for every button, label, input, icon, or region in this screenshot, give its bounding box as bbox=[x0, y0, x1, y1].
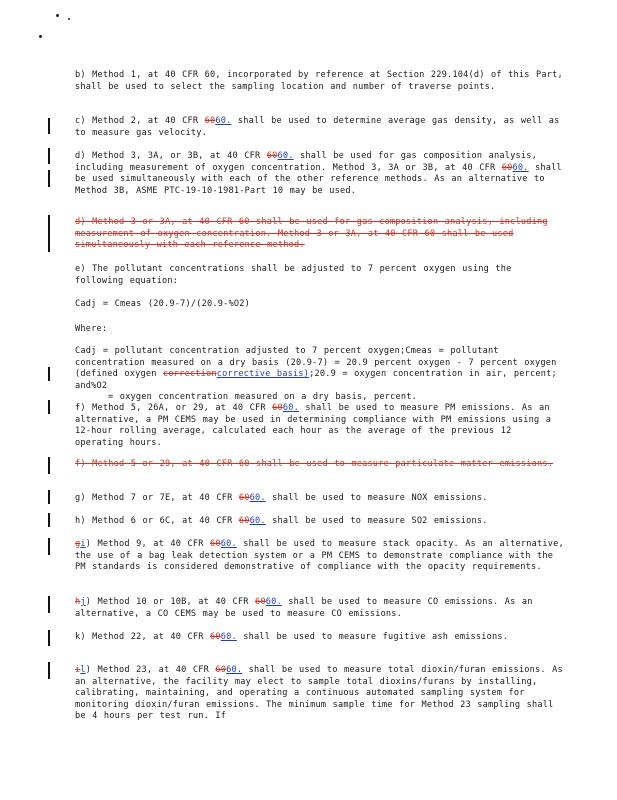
inserted-text: 60. bbox=[249, 516, 266, 526]
inserted-text: 60. bbox=[215, 116, 232, 126]
change-bar bbox=[48, 457, 50, 474]
paragraph-text: shall be used to measure SO2 emissions. bbox=[265, 516, 488, 526]
change-bar bbox=[48, 662, 50, 679]
paragraph-h bbox=[75, 516, 565, 528]
inserted-text: 60. bbox=[277, 151, 294, 161]
inserted-text: corrective basis) bbox=[216, 369, 310, 380]
paragraph-f bbox=[75, 403, 565, 449]
change-bar bbox=[48, 215, 50, 252]
paragraph-text: shall be used to measure fugitive ash emissions. bbox=[236, 632, 509, 642]
equation: Cadj = Cmeas (20.9-7)/(20.9-%O2) bbox=[75, 299, 250, 309]
change-bar bbox=[48, 400, 50, 414]
scan-speck bbox=[56, 14, 59, 17]
paragraph-text: shall be used simultaneously with each of the other reference methods. As an alternative to Method 3B, ASME PTC-19-10-1981-Part 10 may be used. bbox=[75, 162, 562, 196]
paragraph-text: k) Method 22, at 40 CFR bbox=[75, 632, 210, 642]
change-bar bbox=[48, 367, 50, 381]
deleted-text: correction bbox=[162, 369, 217, 380]
scan-speck bbox=[68, 18, 70, 20]
deleted-text: h bbox=[75, 597, 81, 607]
deleted-text: 60 bbox=[204, 116, 216, 126]
inserted-text: 60. bbox=[265, 597, 282, 607]
change-bar bbox=[48, 148, 50, 164]
change-bar bbox=[48, 490, 50, 504]
deleted-text: 60 bbox=[254, 597, 266, 607]
paragraph-d-deleted: d) Method 3 or 3A, at 40 CFR 60 shall be used for gas composition analysis, including measurement of oxygen concentration. Method 3 or 3A, at 40 CFR 60 shall be used simultaneously with each reference method. bbox=[75, 217, 548, 251]
paragraph-d bbox=[75, 151, 565, 197]
inserted-text: j bbox=[80, 597, 86, 607]
deleted-text: g bbox=[75, 539, 81, 549]
paragraph-c bbox=[75, 116, 565, 139]
scan-speck bbox=[39, 35, 42, 38]
change-bar bbox=[48, 513, 50, 527]
deleted-text: 60 bbox=[209, 632, 221, 642]
paragraph-j bbox=[75, 597, 565, 620]
change-bar bbox=[48, 630, 50, 646]
paragraph-text: h) Method 6 or 6C, at 40 CFR bbox=[75, 516, 239, 526]
inserted-text: 60. bbox=[226, 665, 243, 675]
change-bar bbox=[48, 596, 50, 613]
paragraph-text: shall be used to measure total dioxin/furan emissions. As an alternative, the facility may elect to sample total dioxins/furans by installing, calibrating, maintaining, and operating a continuous automated sampling system for monitoring dioxin/furan emissions. The minimum sample time for Method 23 sampling shall be 4 hours per test run. If bbox=[75, 665, 563, 722]
deleted-text: 60 bbox=[272, 403, 283, 413]
variable-definition-o2: = oxygen concentration measured on a dry basis, percent. bbox=[108, 392, 417, 402]
deleted-text: 60 bbox=[238, 493, 250, 503]
inserted-text: 60. bbox=[282, 403, 299, 413]
paragraph-text: ) Method 23, at 40 CFR bbox=[85, 665, 216, 675]
paragraph-text: c) Method 2, at 40 CFR bbox=[75, 116, 205, 126]
paragraph-text: shall be used to measure CO emissions. As an alternative, a CO CEMS may be used to measure CO emissions. bbox=[75, 597, 533, 619]
paragraph-text: f) Method 5, 26A, or 29, at 40 CFR bbox=[75, 403, 273, 413]
paragraph-k bbox=[75, 632, 565, 644]
deleted-text: 60 bbox=[209, 539, 221, 549]
paragraph-f-deleted: f) Method 5 or 29, at 40 CFR 60 shall be used to measure particulate matter emissions. bbox=[75, 459, 554, 469]
paragraph-l bbox=[75, 665, 565, 723]
paragraph-text: shall be used to measure PM emissions. As an alternative, a PM CEMS may be used in determining compliance with PM emissions using a 12-hour rolling average, calculated each hour as the average of the previous 12 operating hours. bbox=[75, 403, 552, 448]
inserted-text: l bbox=[80, 665, 86, 675]
deleted-text: 60 bbox=[215, 665, 227, 675]
paragraph-text: d) Method 3, 3A, or 3B, at 40 CFR bbox=[75, 151, 267, 161]
deleted-text: 60 bbox=[266, 151, 278, 161]
paragraph-text: shall be used to measure stack opacity. As an alternative, the use of a bag leak detection system or a PM CEMS to demonstrate compliance with the PM standards is considered demonstrative of compliance with the opacity requirements. bbox=[75, 539, 564, 573]
paragraph-text: shall be used to determine average gas density, as well as to measure gas velocity. bbox=[75, 116, 560, 138]
inserted-text: 60. bbox=[512, 162, 529, 173]
paragraph-text: g) Method 7 or 7E, at 40 CFR bbox=[75, 493, 239, 503]
deleted-text: 60 bbox=[501, 162, 513, 173]
variable-definitions bbox=[75, 346, 565, 392]
paragraph-text: ) Method 10 or 10B, at 40 CFR bbox=[85, 597, 255, 607]
change-bar bbox=[48, 118, 50, 134]
paragraph-i bbox=[75, 539, 565, 574]
change-bar bbox=[48, 538, 50, 555]
deleted-text: 60 bbox=[238, 516, 250, 526]
inserted-text: i bbox=[80, 539, 86, 549]
inserted-text: 60. bbox=[249, 493, 266, 503]
deleted-text: i bbox=[75, 665, 81, 675]
paragraph-g bbox=[75, 493, 565, 505]
paragraph-text: ;20.9 = oxygen concentration in air, percent; and%O2 bbox=[75, 369, 557, 391]
inserted-text: 60. bbox=[220, 539, 237, 549]
change-bar bbox=[48, 170, 50, 187]
paragraph-b: b) Method 1, at 40 CFR 60, incorporated by reference at Section 229.104(d) of this Part, shall be used to select the sampling location and number of traverse points. bbox=[75, 70, 563, 92]
inserted-text: 60. bbox=[220, 632, 237, 642]
paragraph-text: Cadj = pollutant concentration adjusted to 7 percent oxygen;Cmeas = pollutant concentration measured on a dry basis (20.9-7) = 20.9 percent oxygen - 7 percent oxygen (defined oxygen bbox=[75, 346, 557, 380]
paragraph-text: shall be used to measure NOX emissions. bbox=[265, 493, 488, 503]
where-label: Where: bbox=[75, 324, 108, 334]
paragraph-e: e) The pollutant concentrations shall be adjusted to 7 percent oxygen using the following equation: bbox=[75, 264, 512, 286]
paragraph-text: ) Method 9, at 40 CFR bbox=[85, 539, 210, 549]
paragraph-text: shall be used for gas composition analysis, including measurement of oxygen concentration. Method 3, 3A or 3B, at 40 CFR bbox=[75, 151, 538, 173]
